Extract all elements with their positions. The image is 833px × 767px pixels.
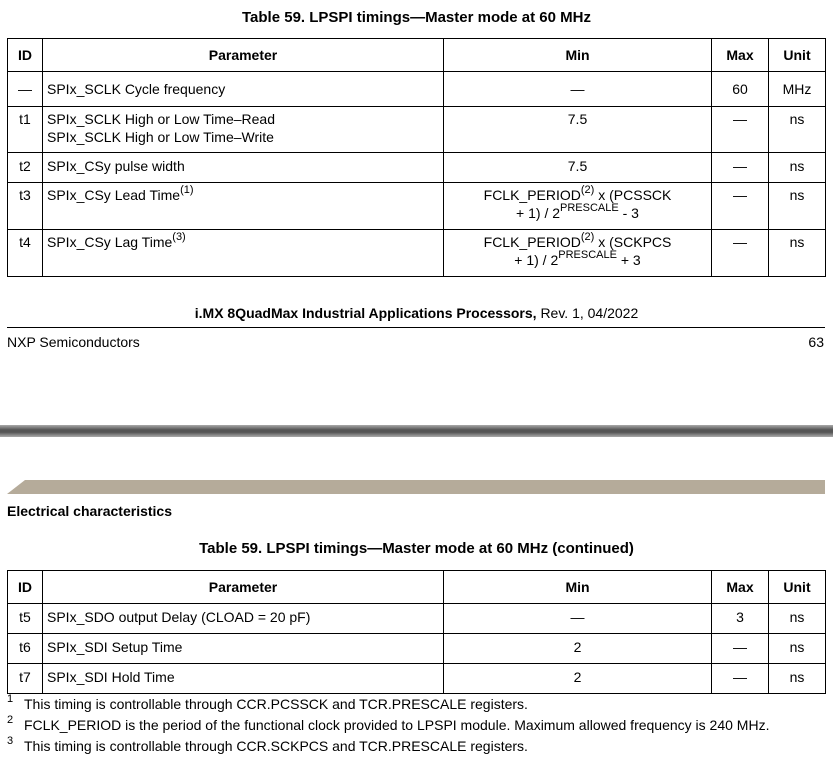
- document-title: [0, 305, 833, 321]
- formula-term: - 3: [618, 205, 639, 221]
- column-header-max: Max: [712, 39, 769, 72]
- table-row: [8, 230, 826, 277]
- column-header-unit: Unit: [769, 571, 826, 604]
- cell-max: —: [712, 664, 769, 694]
- cell-max: 60: [712, 72, 769, 107]
- formula-term: x (PCSSCK: [594, 187, 672, 203]
- cell-max: 3: [712, 604, 769, 634]
- footnote-text: This timing is controllable through CCR.PCSSCK and TCR.PRESCALE registers.: [24, 696, 528, 712]
- document-name: i.MX 8QuadMax Industrial Applications Processors,: [194, 305, 537, 321]
- cell-unit: ns: [769, 604, 826, 634]
- parameter-line: SPIx_SCLK High or Low Time–Write: [47, 129, 274, 145]
- cell-unit: ns: [769, 153, 826, 183]
- cell-parameter: [43, 183, 444, 230]
- parameter-line: SPIx_SCLK High or Low Time–Read: [47, 111, 275, 127]
- table-row: [8, 72, 826, 107]
- cell-min: 2: [444, 664, 712, 694]
- formula-term: + 1) / 2: [514, 252, 559, 268]
- formula-exponent: PRESCALE: [558, 249, 617, 262]
- footnote: [7, 736, 827, 757]
- table-row: [8, 664, 826, 694]
- formula-term: x (SCKPCS: [594, 234, 672, 250]
- footnote: [7, 694, 827, 715]
- cell-unit: ns: [769, 107, 826, 153]
- footnote-ref: (3): [172, 231, 186, 244]
- footnote-text: FCLK_PERIOD is the period of the functional clock provided to LPSPI module. Maximum allowed frequency is 240 MHz.: [24, 717, 770, 733]
- table-row: [8, 604, 826, 634]
- footnote-ref: (2): [580, 231, 595, 244]
- column-header-parameter: Parameter: [43, 39, 444, 72]
- cell-max: —: [712, 230, 769, 277]
- column-header-id: ID: [8, 39, 43, 72]
- cell-parameter: [43, 107, 444, 153]
- table-caption: Table 59. LPSPI timings—Master mode at 60 MHz (continued): [199, 540, 634, 557]
- cell-id: t2: [8, 153, 43, 183]
- footnote-text: This timing is controllable through CCR.SCKPCS and TCR.PRESCALE registers.: [24, 738, 528, 754]
- table-row: [8, 634, 826, 664]
- cell-parameter: SPIx_SDI Hold Time: [43, 664, 444, 694]
- cell-max: —: [712, 634, 769, 664]
- company-name: NXP Semiconductors: [7, 334, 140, 350]
- section-title: Electrical characteristics: [7, 503, 172, 519]
- cell-id: t5: [8, 604, 43, 634]
- table-caption: Table 59. LPSPI timings—Master mode at 60 MHz: [242, 9, 591, 26]
- cell-id: t1: [8, 107, 43, 153]
- footnote-ref: (1): [180, 184, 194, 197]
- cell-id: —: [8, 72, 43, 107]
- timing-table-continued: [7, 570, 826, 694]
- column-header-id: ID: [8, 571, 43, 604]
- cell-parameter: SPIx_SCLK Cycle frequency: [43, 72, 444, 107]
- timing-table: [7, 38, 826, 277]
- cell-min: —: [444, 72, 712, 107]
- cell-max: —: [712, 183, 769, 230]
- cell-min: [444, 183, 712, 230]
- document-revision: Rev. 1, 04/2022: [540, 305, 639, 321]
- cell-max: —: [712, 107, 769, 153]
- formula-term: FCLK_PERIOD: [483, 234, 581, 250]
- parameter-text: SPIx_CSy Lag Time: [47, 234, 173, 250]
- footnote-number: 2: [7, 714, 14, 726]
- cell-unit: ns: [769, 183, 826, 230]
- cell-parameter: SPIx_SDO output Delay (CLOAD = 20 pF): [43, 604, 444, 634]
- cell-unit: ns: [769, 634, 826, 664]
- table-header-row: [8, 39, 826, 72]
- table-row: [8, 107, 826, 153]
- cell-max: —: [712, 153, 769, 183]
- column-header-parameter: Parameter: [43, 571, 444, 604]
- cell-parameter: SPIx_SDI Setup Time: [43, 634, 444, 664]
- cell-unit: ns: [769, 664, 826, 694]
- footnote-number: 1: [7, 693, 14, 705]
- formula-term: FCLK_PERIOD: [483, 187, 581, 203]
- footnote-ref: (2): [580, 184, 595, 197]
- cell-unit: ns: [769, 230, 826, 277]
- footnotes: [7, 694, 827, 757]
- header-band: [7, 480, 825, 494]
- parameter-text: SPIx_CSy Lead Time: [47, 187, 181, 203]
- footnote: [7, 715, 827, 736]
- cell-min: 7.5: [444, 153, 712, 183]
- table-row: [8, 183, 826, 230]
- cell-parameter: [43, 230, 444, 277]
- formula-term: + 1) / 2: [516, 205, 561, 221]
- column-header-min: Min: [444, 571, 712, 604]
- cell-min: —: [444, 604, 712, 634]
- table-header-row: [8, 571, 826, 604]
- page-break-divider: [0, 425, 833, 437]
- cell-min: [444, 230, 712, 277]
- column-header-min: Min: [444, 39, 712, 72]
- column-header-max: Max: [712, 571, 769, 604]
- formula-exponent: PRESCALE: [560, 202, 619, 215]
- cell-parameter: SPIx_CSy pulse width: [43, 153, 444, 183]
- cell-id: t4: [8, 230, 43, 277]
- table-row: [8, 153, 826, 183]
- formula-term: + 3: [616, 252, 641, 268]
- column-header-unit: Unit: [769, 39, 826, 72]
- footer-divider: [7, 327, 825, 328]
- cell-unit: MHz: [769, 72, 826, 107]
- cell-min: 2: [444, 634, 712, 664]
- footnote-number: 3: [7, 735, 14, 747]
- cell-id: t3: [8, 183, 43, 230]
- page-number: 63: [808, 334, 824, 350]
- cell-min: 7.5: [444, 107, 712, 153]
- cell-id: t6: [8, 634, 43, 664]
- cell-id: t7: [8, 664, 43, 694]
